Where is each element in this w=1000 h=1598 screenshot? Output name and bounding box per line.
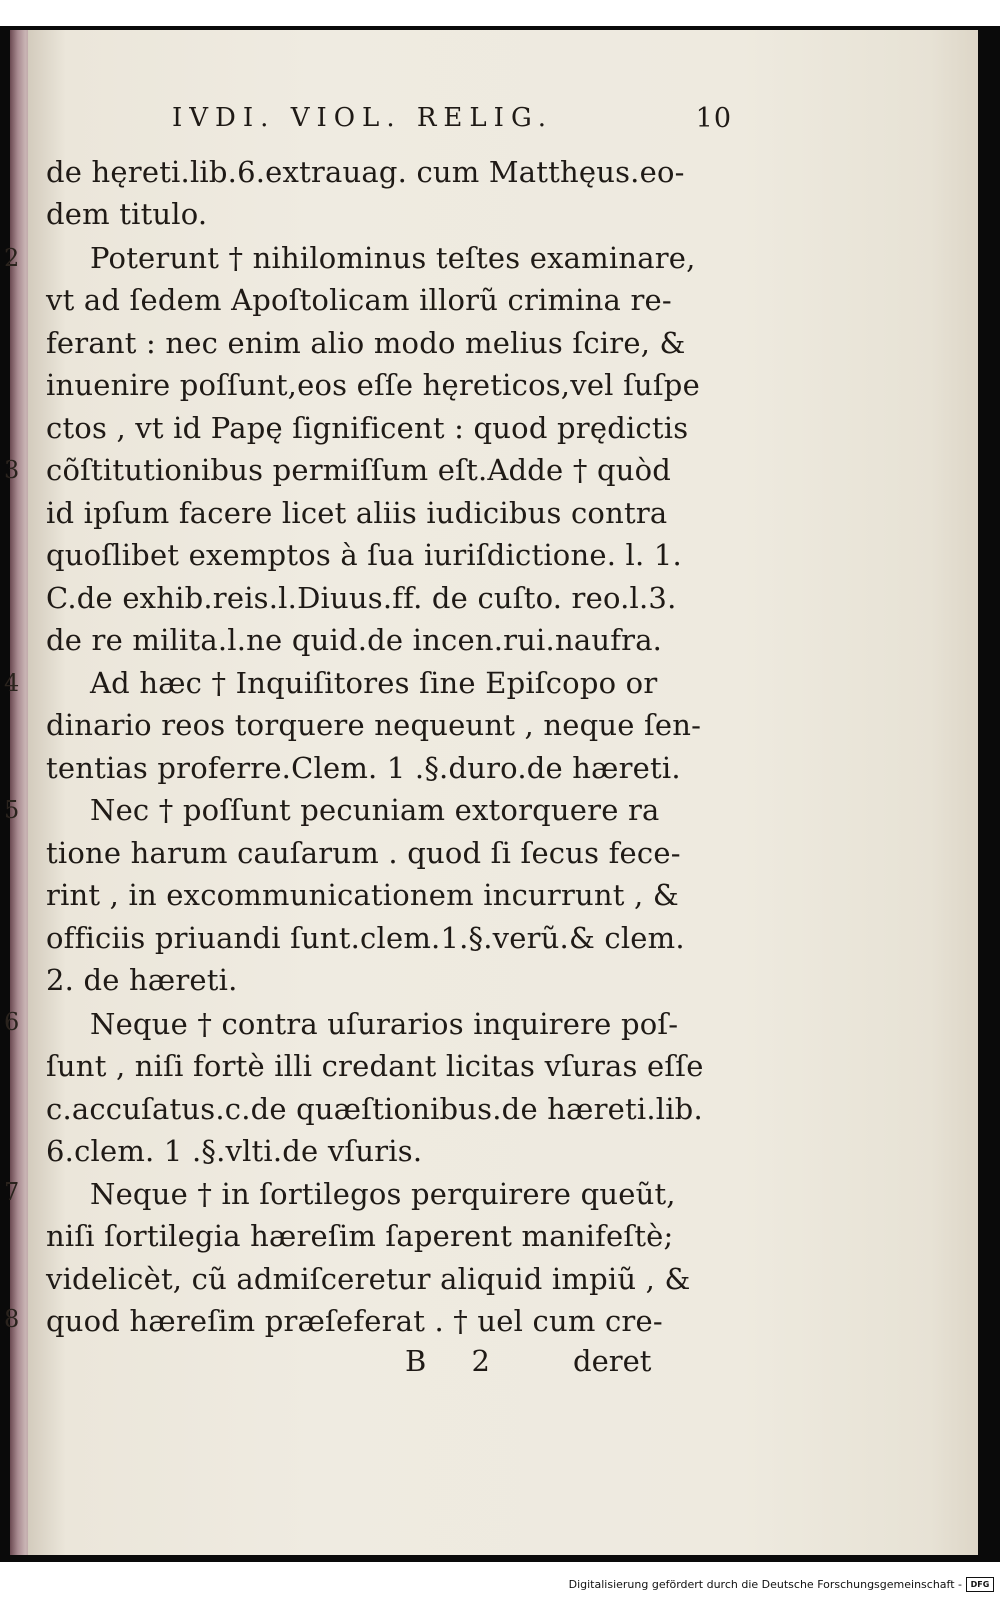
text-line: Poterunt † nihilominus teſtes examinare, xyxy=(90,241,696,275)
text-line: cõſtitutionibus permiſſum eſt.Adde † quòd xyxy=(46,453,672,487)
text-line: C.de exhib.reis.l.Diuus.ff. de cuſto. reo.l.3. xyxy=(46,581,677,615)
margin-number: 5 xyxy=(4,796,20,824)
page-header xyxy=(172,103,732,143)
text-line: tione harum cauſarum . quod ſi ſecus fece- xyxy=(46,836,681,870)
text-line: rint , in excommunicationem incurrunt , & xyxy=(46,878,679,912)
text-line: Ad hæc † Inquiſitores ſine Epiſcopo or xyxy=(90,666,658,700)
margin-number: 8 xyxy=(4,1305,20,1333)
digitization-credit xyxy=(569,1575,994,1593)
text-line: 6.clem. 1 .§.vlti.de vſuris. xyxy=(46,1134,423,1168)
text-line: dinario reos torquere nequeunt , neque ſen- xyxy=(46,708,702,742)
catchword: deret xyxy=(573,1344,652,1378)
text-line: officiis priuandi ſunt.clem.1.§.verũ.& clem. xyxy=(46,921,685,955)
text-line: c.accuſatus.c.de quæſtionibus.de hæreti.lib. xyxy=(46,1092,703,1126)
text-line: de hęreti.lib.6.extrauag. cum Matthęus.eo- xyxy=(46,155,685,189)
text-line: videlicèt, cũ admiſceretur aliquid impiũ , & xyxy=(46,1262,691,1296)
running-head: IVDI. VIOL. RELIG. xyxy=(172,103,554,133)
margin-number: 2 xyxy=(4,244,20,272)
text-line: id ipſum facere licet aliis iudicibus contra xyxy=(46,496,668,530)
dfg-logo: DFG xyxy=(966,1577,994,1592)
text-line: dem titulo. xyxy=(46,197,208,231)
credit-text: Digitalisierung gefördert durch die Deutsche Forschungsgemeinschaft - xyxy=(568,1577,962,1591)
signature-mark: B 2 xyxy=(405,1344,508,1378)
text-line: Nec † poſſunt pecuniam extorquere ra xyxy=(90,793,660,827)
text-line: ſunt , niſi fortè illi credant licitas vſuras eſſe xyxy=(46,1049,704,1083)
margin-number: 7 xyxy=(4,1178,20,1206)
page-number: 10 xyxy=(695,103,732,134)
text-line: 2. de hæreti. xyxy=(46,963,238,997)
text-line: quod hæreſim præſeferat . † uel cum cre- xyxy=(46,1304,663,1338)
margin-number: 3 xyxy=(4,456,20,484)
text-line: ctos , vt id Papę ſignificent : quod prędictis xyxy=(46,411,689,445)
text-line: vt ad ſedem Apoſtolicam illorũ crimina re- xyxy=(46,283,672,317)
margin-number: 4 xyxy=(4,669,20,697)
text-line: Neque † contra uſurarios inquirere poſ- xyxy=(90,1007,679,1041)
text-line: tentias proferre.Clem. 1 .§.duro.de hæreti. xyxy=(46,751,681,785)
text-line: niſi ſortilegia hæreſim ſaperent manifeſtè; xyxy=(46,1219,674,1253)
text-line: ferant : nec enim alio modo melius ſcire, & xyxy=(46,326,686,360)
text-line: Neque † in ſortilegos perquirere queũt, xyxy=(90,1177,676,1211)
text-line: quoſlibet exemptos à ſua iuriſdictione. l. 1. xyxy=(46,538,682,572)
text-line: de re milita.l.ne quid.de incen.rui.naufra. xyxy=(46,623,663,657)
text-line: inuenire poſſunt,eos eſſe hęreticos,vel ſuſpe xyxy=(46,368,700,402)
margin-number: 6 xyxy=(4,1008,20,1036)
